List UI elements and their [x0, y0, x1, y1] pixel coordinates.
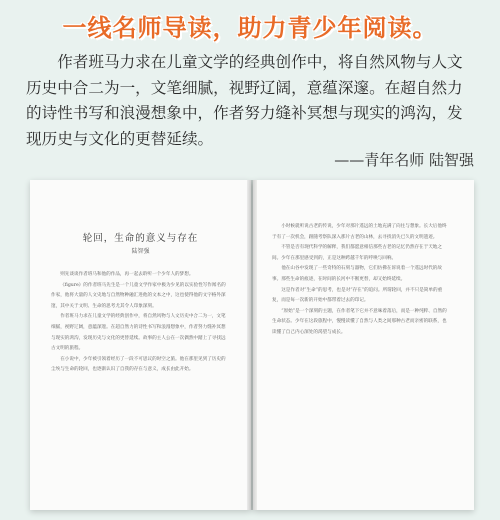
- book-left-page: [30, 180, 251, 510]
- left-page-text: [51, 270, 230, 376]
- body-paragraph: “原始”是一个深刻的主题，在作者笔下它并不意味着落后，而是一种纯粹、自然的生命状态。少年在这段旅程中，慢慢读懂了自然与人类之间那种古老而亲密的联系，也读懂了自己内心深处的渴望与成长。: [272, 308, 447, 335]
- chapter-author: 陆智强: [131, 248, 150, 255]
- body-paragraph: 他在山谷中发现了一些奇特的石刻与器物，它们仿佛在诉说着一个遥远时代的故事。那些生命的痕迹，在时间的长河中不断更替，却又始终延续。: [272, 266, 442, 282]
- book-gutter: [247, 180, 257, 510]
- recommendation-quote: 作者班马力求在儿童文学的经典创作中，将自然风物与人文历史中合二为一，文笔细腻，视野辽阔，意蕴深邃。在超自然力的诗性书写和浪漫想象中，作者努力缝补冥想与现实的鸿沟，发现历史与文化的更替延续。: [26, 53, 463, 148]
- chapter-title: 轮回，生命的意义与存在: [82, 233, 199, 244]
- body-paragraph: 小时候就听说古老的传说，少年对那片遥远的土地充满了向往与想象。长大后他终于有了一次机会，跟随考察队深入那片古老的山林，去寻找消失已久的文明遗迹。: [272, 224, 447, 240]
- body-paragraph: 这是作者对“生命”的思考，也是对“存在”的追问。所谓轮回，并不只是简单的重复，而是每一次新的开始中都带着过去的印记。: [272, 287, 443, 304]
- right-page-text: [272, 222, 451, 339]
- open-book: [30, 180, 474, 520]
- body-paragraph: 不管是否有现代科学的解释，我们都愿意相信那些古老的记忆仍然存在于天地之间。少年在那里感受到的，正是这种跨越千年的呼唤与回响。: [272, 245, 442, 261]
- quote-attribution: ——青年名师 陆智强: [334, 151, 474, 169]
- body-paragraph: 在小说中，少年被引领着经历了一段不可思议的时空之旅。他在那里见到了历史的尘埃与生命的轮回，也逐渐认识了自我的存在与意义，成长由此开始。: [51, 356, 226, 373]
- book-right-page: [253, 180, 474, 510]
- body-paragraph: 《figure》的作者班马先生是一个儿童文学作家中极为少见的以实验性写作闻名的作家，他将大量的人文史地与自然物种融汇进他的文本之中，这也使得他的文字格外深邃，其中关于文明、生命的思考尤其令人印象深刻。: [51, 282, 226, 309]
- headline-banner: 一线名师导读，助力青少年阅读。: [62, 14, 438, 42]
- body-paragraph: 作者班马力求在儿童文学的经典创作中，将自然风物与人文历史中合二为一，文笔细腻，视野辽阔，意蕴深邃。在超自然力的诗性书写和浪漫想象中，作者努力缝补冥想与现实的鸿沟，发现历史与文化的更替延续。故事的主人公在一次偶然中踏上了寻找远古文明的旅程。: [51, 314, 226, 352]
- body-paragraph: 则先谈谈作者班马和他的作品，再一起去聆听一个少年人的梦想。: [60, 272, 194, 277]
